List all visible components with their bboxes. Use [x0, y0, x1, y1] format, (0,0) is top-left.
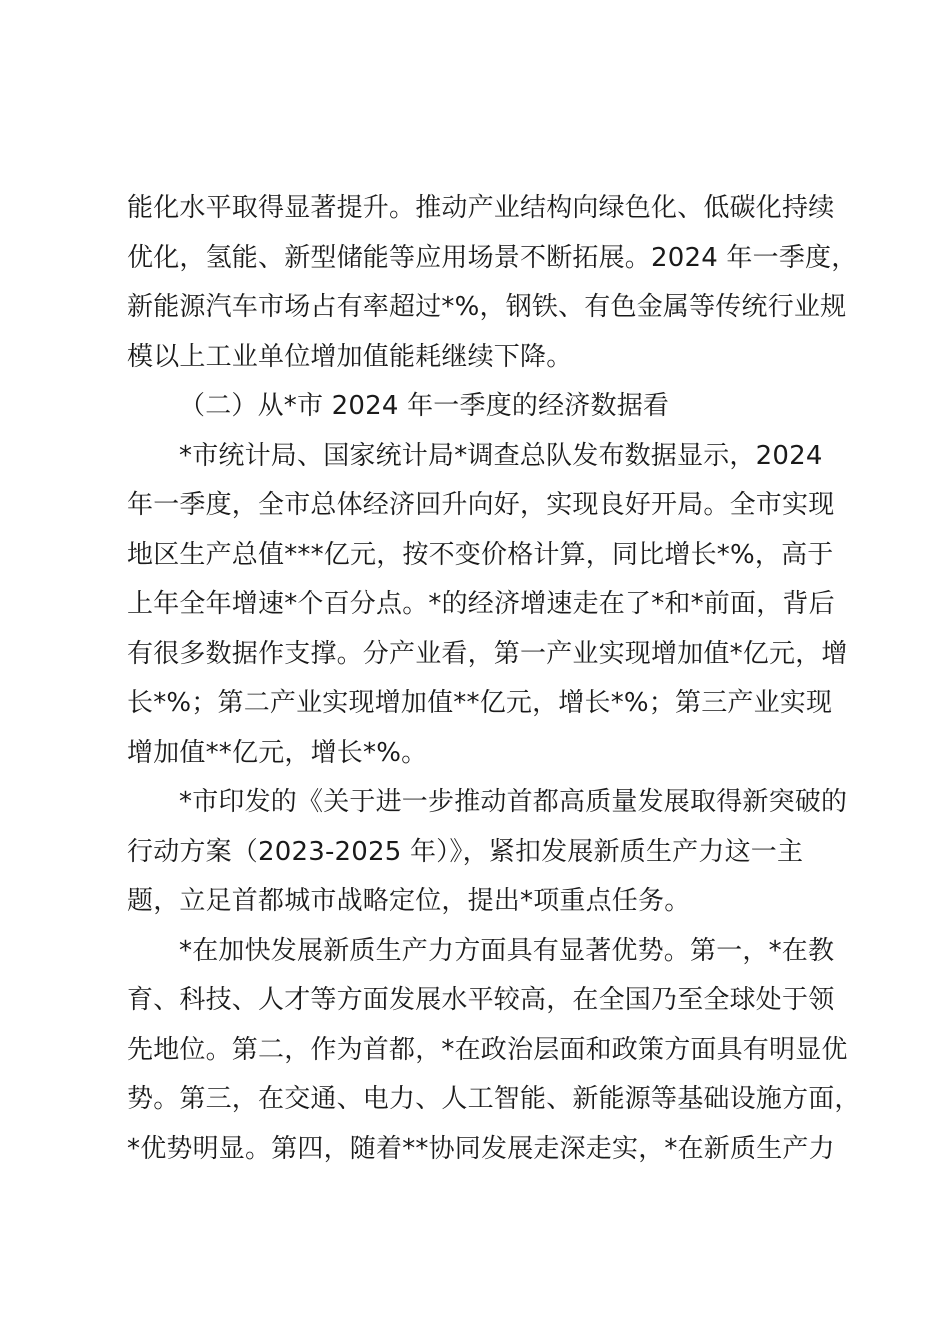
text-line: 势。第三，在交通、电力、人工智能、新能源等基础设施方面，	[127, 1084, 861, 1114]
text-line: 题，立足首都城市战略定位，提出*项重点任务。	[127, 886, 691, 916]
document-body	[127, 184, 861, 1174]
text-line: 增加值**亿元，增长*%。	[127, 737, 428, 768]
text-line: 能化水平取得显著提升。推动产业结构向绿色化、低碳化持续	[127, 193, 835, 223]
text-line: 先地位。第二，作为首都，*在政治层面和政策方面具有明显优	[127, 1034, 848, 1065]
text-line: *市印发的《关于进一步推动首都高质量发展取得新突破的	[179, 787, 848, 817]
text-line: 育、科技、人才等方面发展水平较高，在全国乃至全球处于领	[127, 985, 835, 1015]
text-line: 优化，氢能、新型储能等应用场景不断拓展。2024 年一季度，	[127, 242, 858, 273]
section-heading: （二）从*市 2024 年一季度的经济数据看	[179, 391, 670, 421]
text-line: 新能源汽车市场占有率超过*%，钢铁、有色金属等传统行业规	[127, 292, 847, 322]
text-line: 年一季度，全市总体经济回升向好，实现良好开局。全市实现	[127, 490, 835, 520]
text-line: *在加快发展新质生产力方面具有显著优势。第一，*在教	[179, 935, 835, 966]
text-line: *市统计局、国家统计局*调查总队发布数据显示，2024	[179, 440, 823, 471]
text-line: 长*%；第二产业实现增加值**亿元，增长*%；第三产业实现	[127, 688, 833, 718]
text-line: *优势明显。第四，随着**协同发展走深走实，*在新质生产力	[127, 1133, 835, 1164]
text-line: 有很多数据作支撑。分产业看，第一产业实现增加值*亿元，增	[127, 638, 848, 669]
text-line: 模以上工业单位增加值能耗继续下降。	[127, 341, 573, 372]
text-line: 上年全年增速*个百分点。*的经济增速走在了*和*前面，背后	[127, 589, 835, 619]
text-line: 行动方案（2023-2025 年）》，紧扣发展新质生产力这一主	[127, 836, 804, 867]
text-line: 地区生产总值***亿元，按不变价格计算，同比增长*%，高于	[127, 539, 834, 570]
